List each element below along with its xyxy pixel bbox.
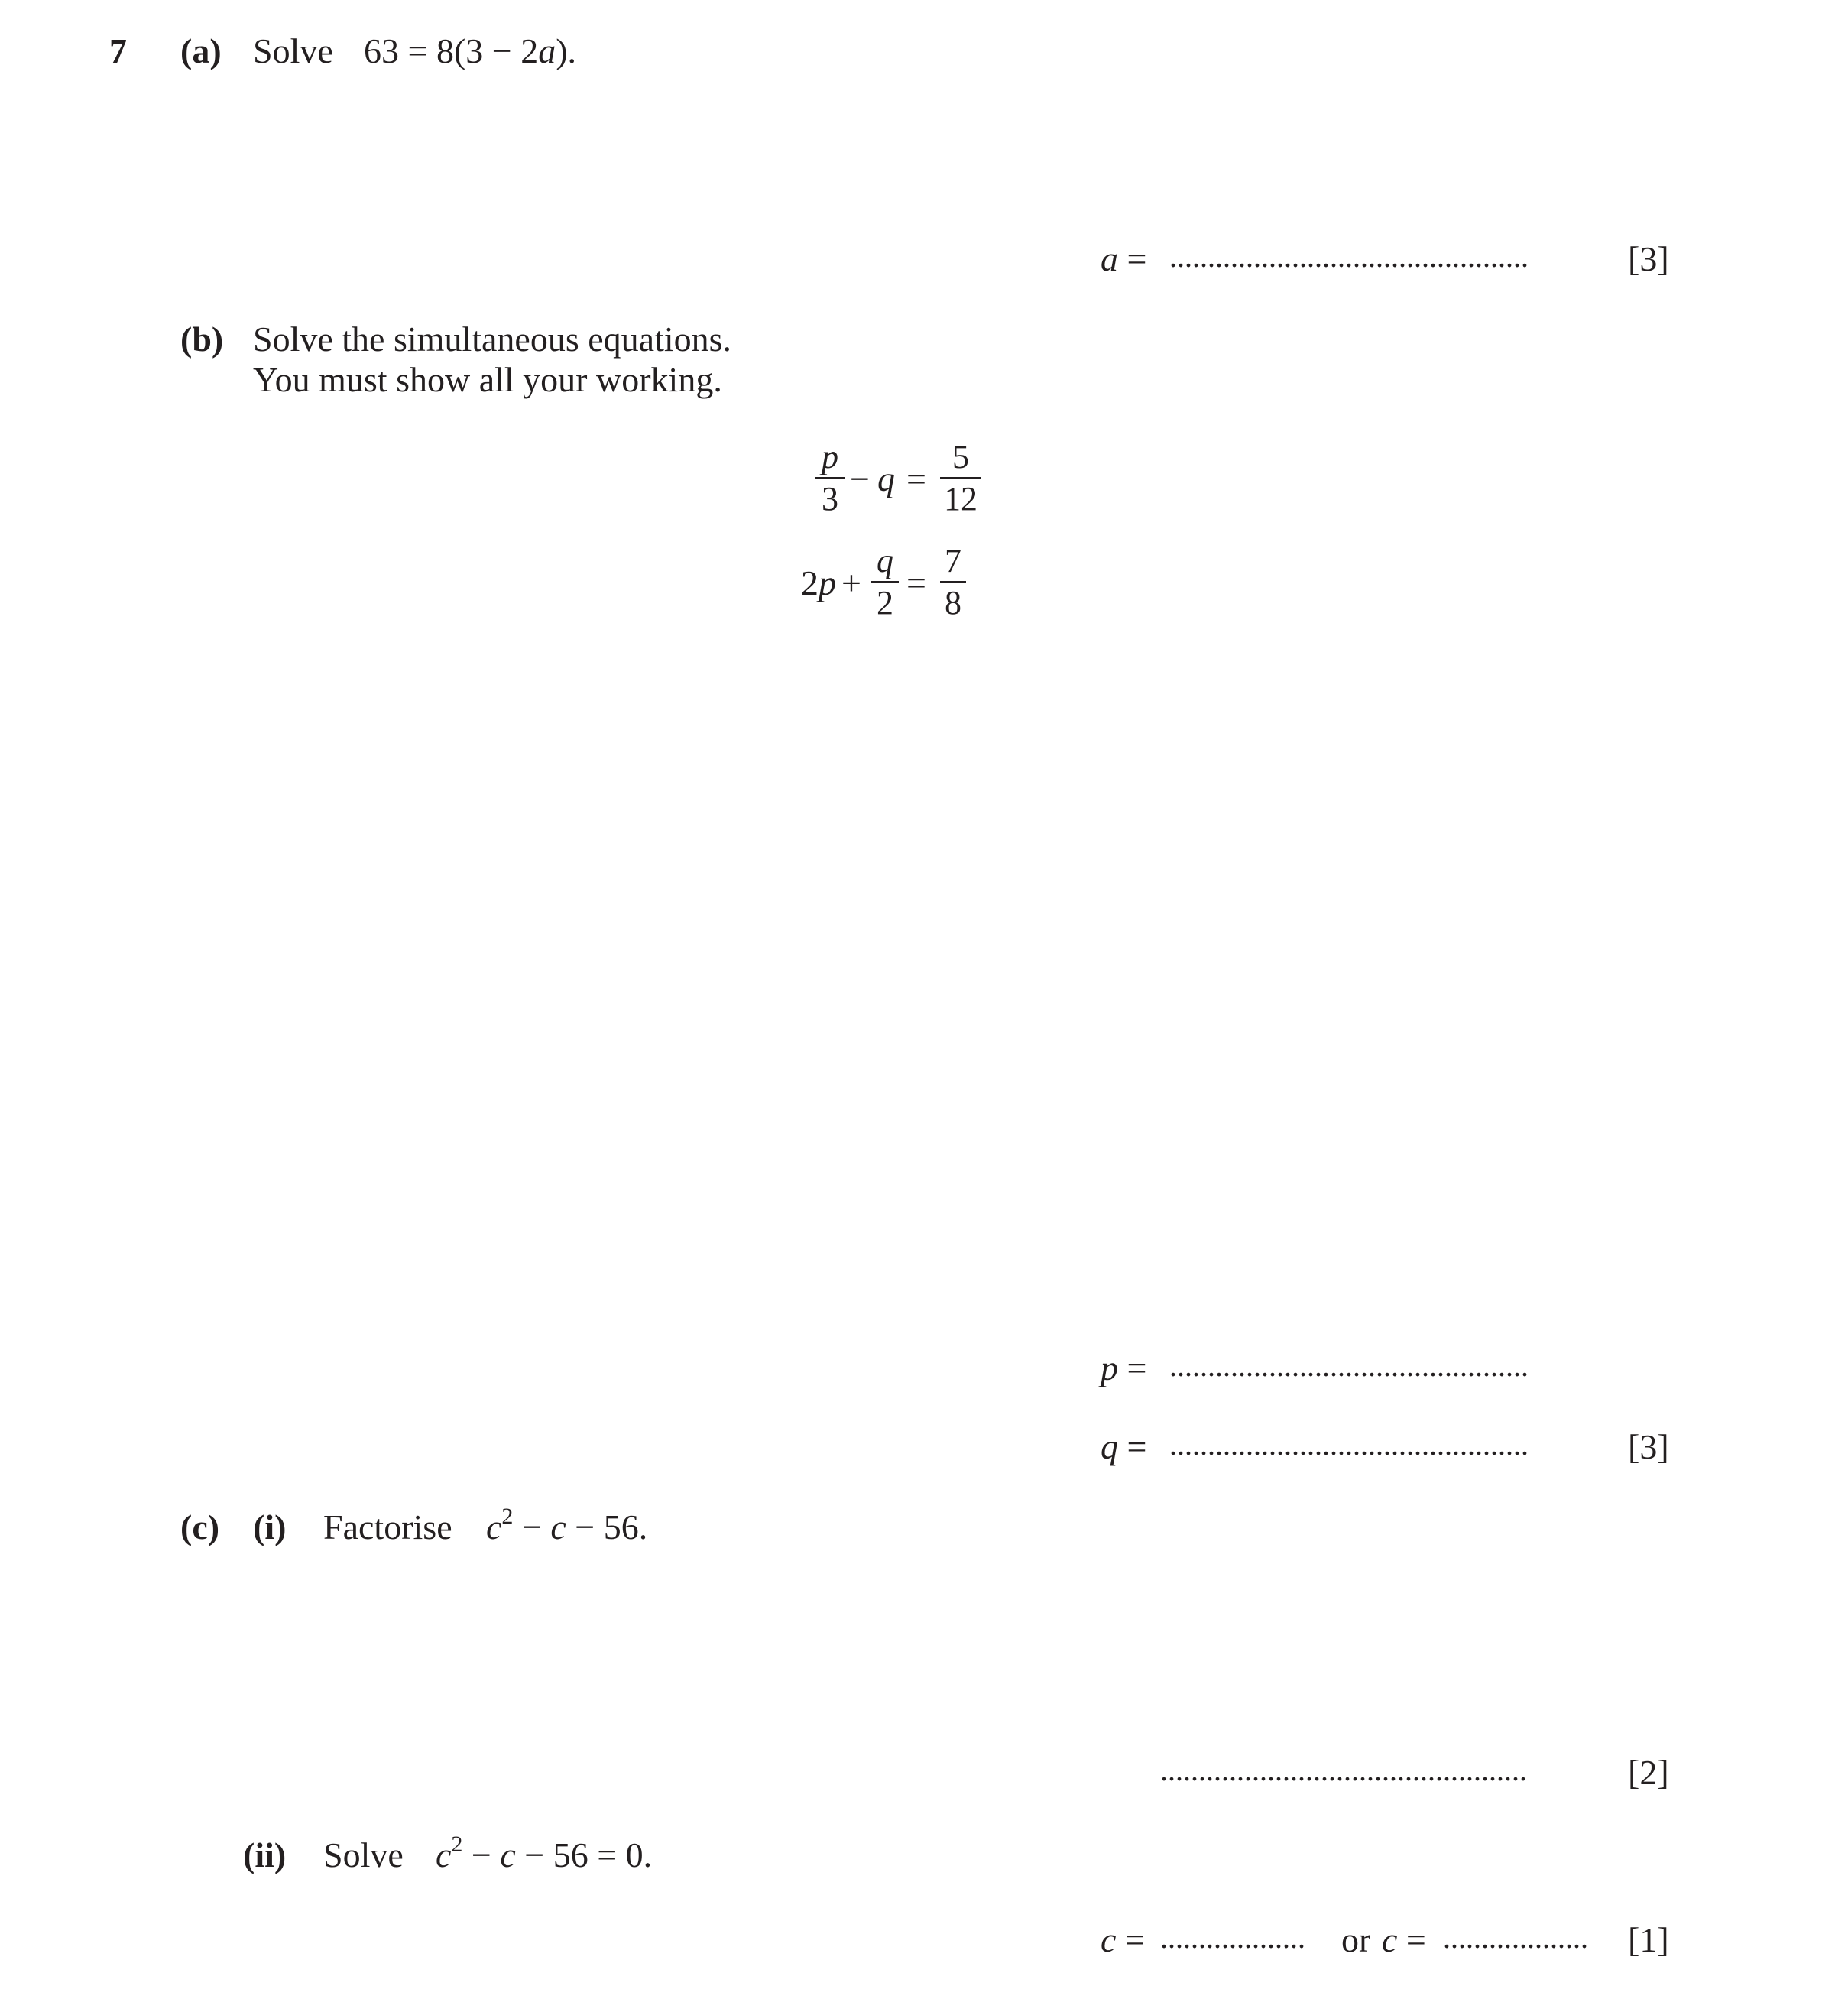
eq1-frac1-numerator: p [822,438,838,475]
part-c-i-expr-exponent: 2 [501,1504,514,1529]
question-number: 7 [109,31,127,70]
part-c-ii-label: (ii) [243,1835,287,1874]
eq1-frac2-numerator: 5 [952,438,969,475]
eq1-frac2-bar [940,477,981,479]
part-b-answer-q-var: q [1101,1427,1118,1466]
eq1-minus: − [850,459,870,498]
part-c-i-expr-end: − 56. [566,1507,648,1546]
eq2-frac1-numerator: q [877,542,893,579]
part-c-i-instruction: Factorise [323,1507,452,1546]
part-c-ii-expr-end: − 56 = 0. [515,1835,653,1874]
part-c-i-expr-c2: c [550,1507,566,1546]
part-c-ii-answer-field-2[interactable]: ................... [1443,1920,1588,1955]
eq2-lead-coefficient: 2 [801,563,819,602]
part-c-label: (c) [180,1507,220,1546]
part-c-ii-expression [436,1832,653,1874]
eq2-frac2-numerator: 7 [945,542,961,579]
eq2-fraction-7-over-8 [940,544,966,620]
part-a-answer-line [1101,239,1147,278]
part-a-answer-equals: = [1127,239,1147,278]
part-b-answer-q-equals: = [1127,1427,1147,1466]
part-c-ii-instruction: Solve [323,1835,404,1874]
part-c-ii-answer-equals-2: = [1405,1920,1426,1959]
eq2-frac1-bar [871,581,899,583]
part-b-answer-p-line [1101,1348,1147,1387]
eq1-fraction-5-over-12 [940,440,981,516]
part-a-answer-var: a [1101,239,1118,278]
part-c-ii-expr-minus: − [462,1835,501,1874]
part-c-i-expr-c: c [486,1507,502,1546]
part-c-i-answer-field[interactable]: ................................................ [1160,1753,1527,1787]
part-c-ii-answer-field-1[interactable]: ................... [1160,1920,1305,1955]
part-b-answer-q-line [1101,1429,1146,1465]
part-c-ii-answer-line-1 [1101,1920,1145,1959]
part-b-label: (b) [180,320,224,359]
part-b-instruction-2: You must show all your working. [253,360,722,399]
part-c-i-marks: [2] [1628,1753,1669,1792]
eq1-frac2-denominator: 12 [944,480,977,518]
part-b-answer-q-field[interactable]: ............................................... [1169,1427,1529,1462]
eq1-equals: = [906,459,926,498]
part-c-ii-expr-c2: c [500,1835,516,1874]
part-b-answer-p-field[interactable]: ............................................... [1169,1348,1529,1383]
part-a-instruction: Solve [253,31,333,70]
part-a-equation-var: a [538,31,556,70]
part-c-ii-marks: [1] [1628,1920,1669,1959]
part-c-ii-answer-line-2 [1382,1920,1426,1959]
part-c-ii-expr-c: c [436,1835,452,1874]
eq2-frac2-denominator: 8 [945,584,961,621]
eq2-lead-term [801,563,836,602]
part-a-label: (a) [180,31,222,70]
eq2-equals: = [906,563,926,602]
part-b-answer-p-var: p [1101,1348,1118,1387]
part-c-ii-answer-var-2: c [1382,1920,1398,1959]
eq2-fraction-q-over-2 [871,544,899,620]
part-a-equation-lhs: 63 = 8(3 − 2 [364,31,539,70]
part-b-answer-p-equals: = [1127,1348,1147,1387]
part-a-equation [364,31,577,70]
eq2-plus: + [841,563,861,602]
part-c-ii-answer-var: c [1101,1920,1117,1959]
part-c-ii-answer-equals: = [1124,1920,1145,1959]
part-c-i-expression [486,1504,648,1546]
eq2-frac2-bar [940,581,966,583]
eq1-fraction-p-over-3 [815,440,845,516]
part-b-instruction-1: Solve the simultaneous equations. [253,320,732,359]
part-c-ii-expr-exponent: 2 [451,1832,463,1857]
part-c-ii-or-text: or [1341,1920,1371,1959]
part-a-answer-field[interactable]: ............................................... [1169,239,1529,274]
eq2-lead-var: p [819,563,836,602]
part-c-i-expr-minus: − [513,1507,551,1546]
part-a-marks: [3] [1628,239,1669,278]
eq1-frac1-bar [815,477,845,479]
eq1-frac1-denominator: 3 [822,480,838,518]
eq1-var-q: q [877,459,895,498]
part-a-equation-end: ). [556,31,577,70]
part-b-marks: [3] [1628,1427,1669,1466]
part-c-i-label: (i) [253,1507,287,1546]
eq2-frac1-denominator: 2 [877,584,893,621]
